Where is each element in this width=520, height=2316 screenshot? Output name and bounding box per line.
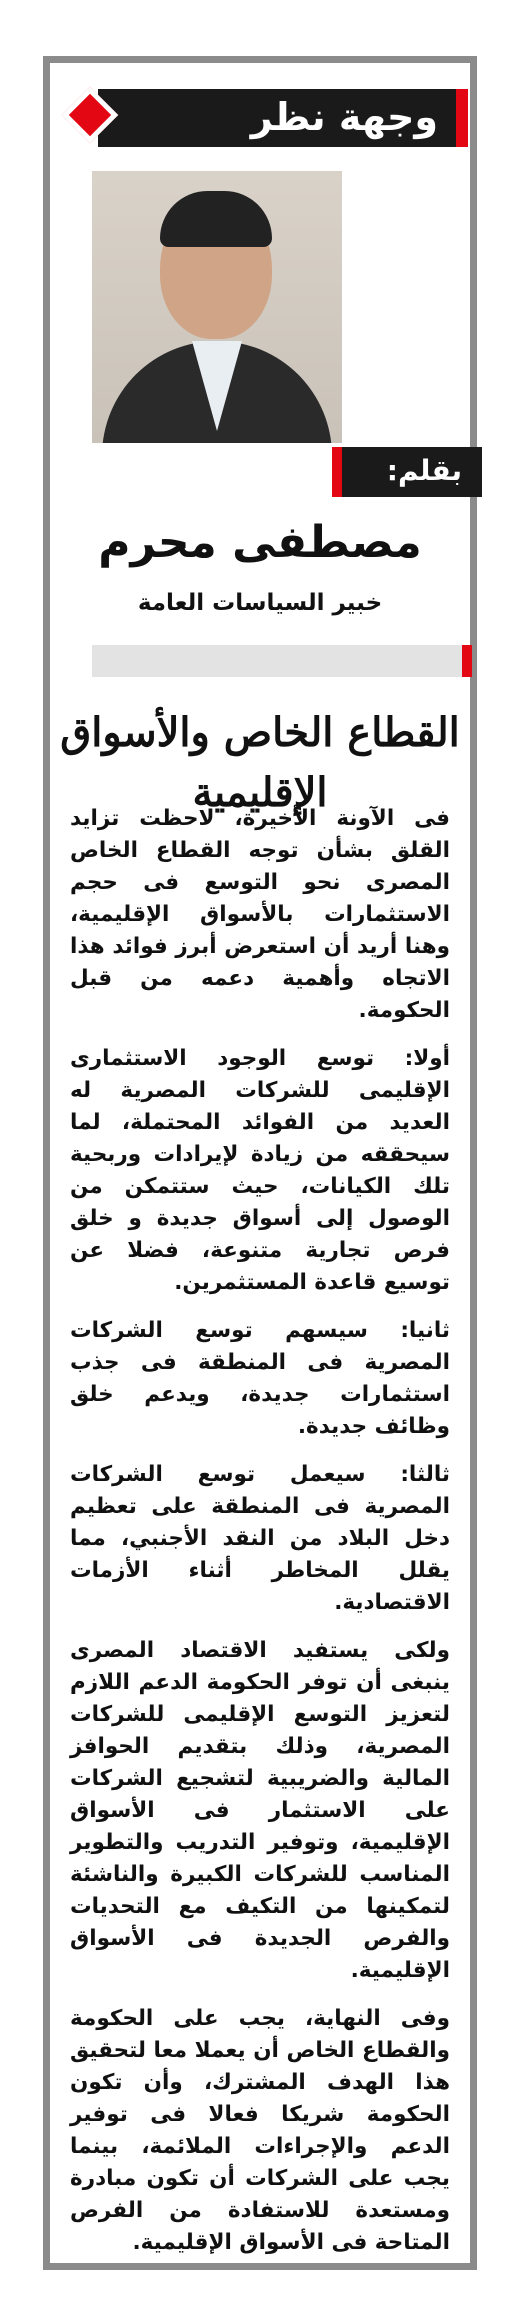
article-paragraph: ثانيا: سيسهم توسع الشركات المصرية فى المنطقة فى جذب استثمارات جديدة، ويدعم خلق وظائف جديدة. [70, 1318, 450, 1439]
divider-bar [92, 645, 472, 677]
section-title: وجهة نظر [250, 95, 438, 139]
article-paragraph: ولكى يستفيد الاقتصاد المصرى ينبغى أن توفر الحكومة الدعم اللازم لتعزيز التوسع الإقليمى للشركات المصرية، وذلك بتقديم الحوافز المالية والضريبية لتشجيع الشركات على الاستثمار فى الأسواق الإقليمية، وتوفير التدريب والتطوير المناسب للشركات الكبيرة والناشئة لتمكينها من التكيف مع التحديات والفرص الجديدة فى الأسواق الإقليمية. [70, 1638, 450, 1983]
author-role: خبير السياسات العامة [137, 590, 383, 616]
article-paragraph: وفى النهاية، يجب على الحكومة والقطاع الخاص أن يعملا معا لتحقيق هذا الهدف المشترك، وأن تكون الحكومة شريكا فعالا فى توفير الدعم والإجراءات الملائمة، بينما يجب على الشركات أن تكون مبادرة ومستعدة للاستفادة من الفرص المتاحة فى الأسواق الإقليمية. [70, 2006, 450, 2255]
byline-label: بقلم: [386, 454, 462, 487]
section-header [98, 89, 468, 147]
article-headline: القطاع الخاص والأسواق الإقليمية [60, 709, 460, 816]
diamond-icon [62, 87, 119, 144]
article-paragraph: أولا: توسع الوجود الاستثمارى الإقليمى للشركات المصرية له العديد من الفوائد المحتملة، لما سيحققه من زيادة لإيرادات وربحية تلك الكيانات، حيث ستتمكن من الوصول إلى أسواق جديدة و خلق فرص تجارية متنوعة، فضلا عن توسيع قاعدة المستثمرين. [70, 1046, 450, 1295]
section-accent-bar [456, 89, 468, 147]
author-name: مصطفى محرم [98, 517, 422, 568]
author-photo [92, 171, 342, 443]
byline-tag [342, 447, 482, 497]
byline-accent-bar [332, 447, 342, 497]
article-frame [43, 56, 477, 2270]
article-paragraph: ثالثا: سيعمل توسع الشركات المصرية فى المنطقة على تعظيم دخل البلاد من النقد الأجنبي، مما يقلل المخاطر أثناء الأزمات الاقتصادية. [70, 1462, 450, 1615]
article-body [70, 803, 450, 2275]
article-paragraph: فى الآونة الأخيرة، لاحظت تزايد القلق بشأن توجه القطاع الخاص المصرى نحو التوسع فى حجم الاستثمارات بالأسواق الإقليمية، وهنا أريد أن استعرض أبرز فوائد هذا الاتجاه وأهمية دعمه من قبل الحكومة. [70, 806, 450, 1023]
